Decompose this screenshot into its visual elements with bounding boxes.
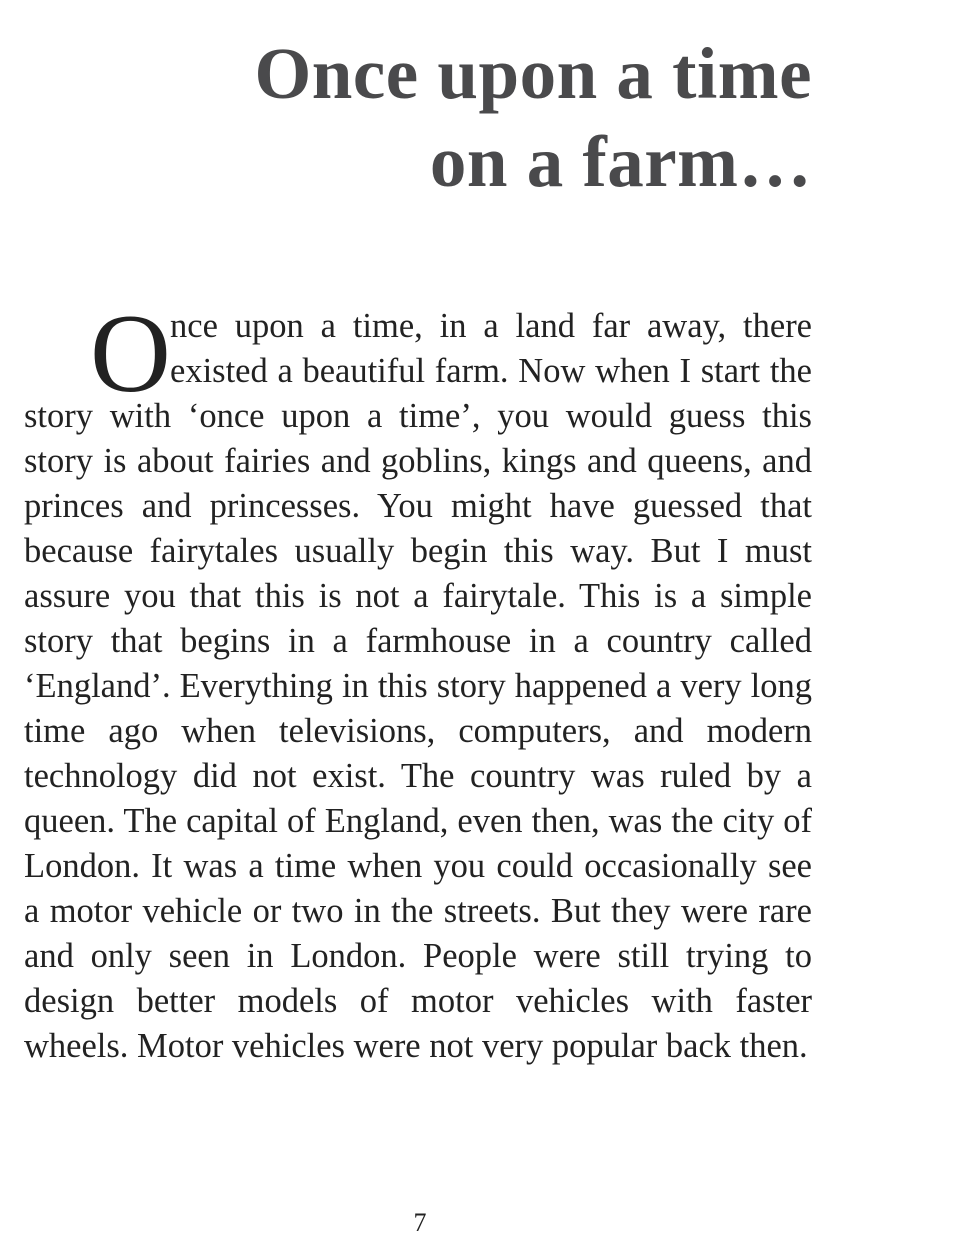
body-paragraph-text: nce upon a time, in a land far away, there existed a beautiful farm. Now when I start the story with ‘once upon a time’, you would guess this story is about fairies and goblins, kings and queens, and princes and princesses. You might have guessed that because fairytales usually begin this way. But I must assure you that this is not a fairytale. This is a simple story that begins in a farmhouse in a country called ‘England’. Everything in this story happened a very long time ago when televisions, computers, and modern technology did not exist. The country was ruled by a queen. The capital of England, even then, was the city of London. It was a time when you could occasionally see a motor vehicle or two in the streets. But they were rare and only seen in London. People were still trying to design better models of motor vehicles with faster wheels. Motor vehicles were not very popular back then. xyxy=(24,307,812,1065)
page-number: 7 xyxy=(413,1208,427,1237)
body-paragraph xyxy=(24,292,812,1069)
chapter-title-line-2: on a farm… xyxy=(429,121,812,202)
chapter-title-line-1: Once upon a time xyxy=(254,33,812,114)
drop-cap-container xyxy=(90,292,171,416)
drop-cap: O xyxy=(90,292,171,416)
chapter-title xyxy=(0,30,812,206)
